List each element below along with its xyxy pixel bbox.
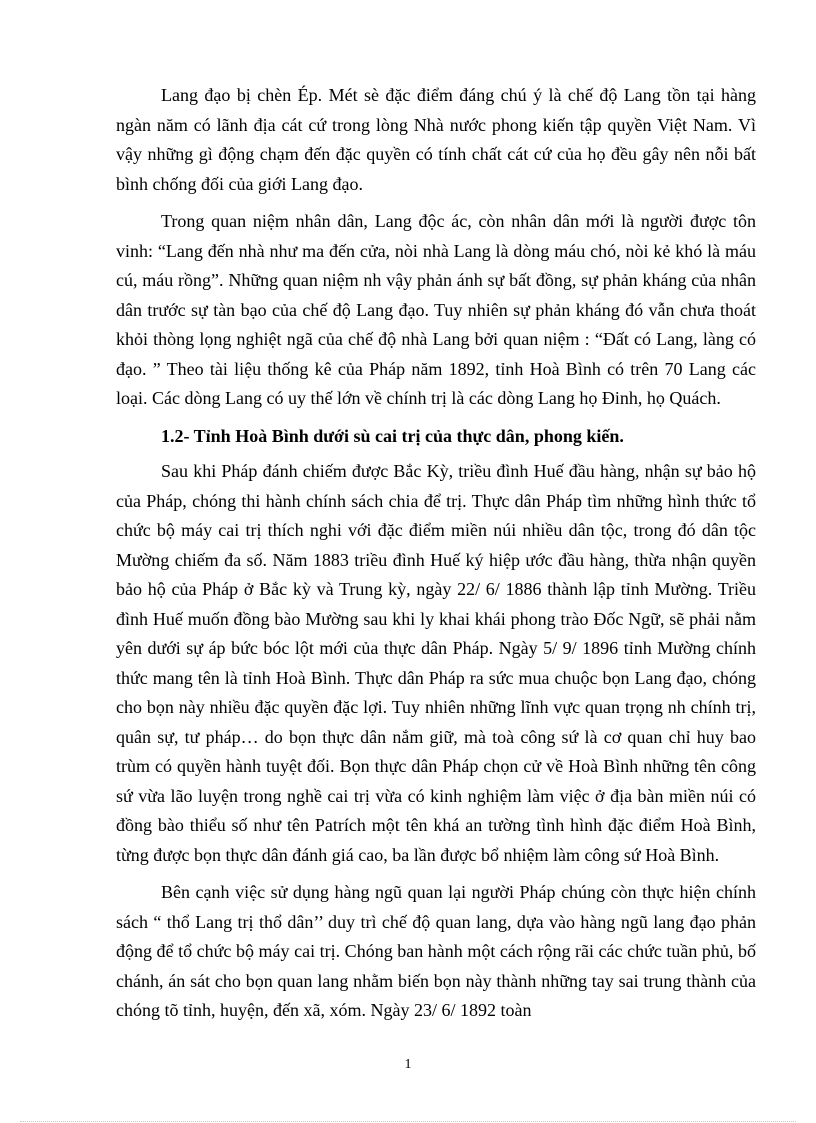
paragraph: Trong quan niệm nhân dân, Lang độc ác, còn nhân dân mới là người được tôn vinh: “Lang đến nhà như ma đến cửa, nòi nhà Lang là dòng máu chó, nòi kẻ khó là máu cú, máu rồng”. Những quan niệm nh vậy phản ánh sự bất đồng, sự phản kháng của nhân dân trước sự tàn bạo của chế độ Lang đạo. Tuy nhiên sự phản kháng đó vẫn chưa thoát khỏi thòng lọng nghiệt ngã của chế độ nhà Lang bởi quan niệm : “Đất có Lang, làng có đạo. ” Theo tài liệu thống kê của Pháp năm 1892, tỉnh Hoà Bình có trên 70 Lang các loại. Các dòng Lang có uy thế lớn về chính trị là các dòng Lang họ Đinh, họ Quách. bbox=[116, 211, 756, 408]
page-body bbox=[116, 81, 756, 1026]
paragraph: Bên cạnh việc sử dụng hàng ngũ quan lại người Pháp chúng còn thực hiện chính sách “ thổ Lang trị thổ dân’’ duy trì chế độ quan lang, dựa vào hàng ngũ lang đạo phản động để tổ chức bộ máy cai trị. Chóng ban hành một cách rộng rãi các chức tuần phủ, bố chánh, án sát cho bọn quan lang nhằm biến bọn này thành những tay sai trung thành của chóng tõ tỉnh, huyện, đến xã, xóm. Ngày 23/ 6/ 1892 toàn bbox=[116, 882, 756, 1020]
page-number: 1 bbox=[404, 1057, 412, 1072]
section-heading: 1.2- Tỉnh Hoà Bình dưới sù cai trị của thực dân, phong kiến. bbox=[161, 425, 624, 446]
paragraph: Lang đạo bị chèn Ép. Mét sè đặc điểm đáng chú ý là chế độ Lang tồn tại hàng ngàn năm có lãnh địa cát cứ trong lòng Nhà nước phong kiến tập quyền Việt Nam. Vì vậy những gì động chạm đến đặc quyền có tính chất cát cứ của họ đều gây nên nỗi bất bình chống đối của giới Lang đạo. bbox=[116, 85, 756, 194]
paragraph: Sau khi Pháp đánh chiếm được Bắc Kỳ, triều đình Huế đầu hàng, nhận sự bảo hộ của Pháp, chóng thi hành chính sách chia để trị. Thực dân Pháp tìm những hình thức tổ chức bộ máy cai trị thích nghi với đặc điểm miền núi nhiều dân tộc, trong đó dân tộc Mường chiếm đa số. Năm 1883 triều đình Huế ký hiệp ước đầu hàng, thừa nhận quyền bảo hộ của Pháp ở Bắc kỳ và Trung kỳ, ngày 22/ 6/ 1886 thành lập tỉnh Mường. Triều đình Huế muốn đồng bào Mường sau khi ly khai khái phong trào Đốc Ngữ, sẽ phải nằm yên dưới sự áp bức bóc lột mới của thực dân Pháp. Ngày 5/ 9/ 1896 tỉnh Mường chính thức mang tên là tỉnh Hoà Bình. Thực dân Pháp ra sức mua chuộc bọn Lang đạo, chóng cho bọn này nhiều đặc quyền đặc lợi. Tuy nhiên những lĩnh vực quan trọng nh chính trị, quân sự, tư pháp… do bọn thực dân nắm giữ, mà toà công sứ là cơ quan chỉ huy bao trùm có quyền hành tuyệt đối. Bọn thực dân Pháp chọn cử về Hoà Bình những tên công sứ vừa lão luyện trong nghề cai trị vừa có kinh nghiệm làm việc ở địa bàn miền núi có đồng bào thiểu số như tên Patrích một tên khá an tường tình hình đặc điểm Hoà Bình, từng được bọn thực dân đánh giá cao, ba lần được bổ nhiệm làm công sứ Hoà Bình. bbox=[116, 461, 756, 865]
page-bottom-divider bbox=[20, 1121, 796, 1122]
